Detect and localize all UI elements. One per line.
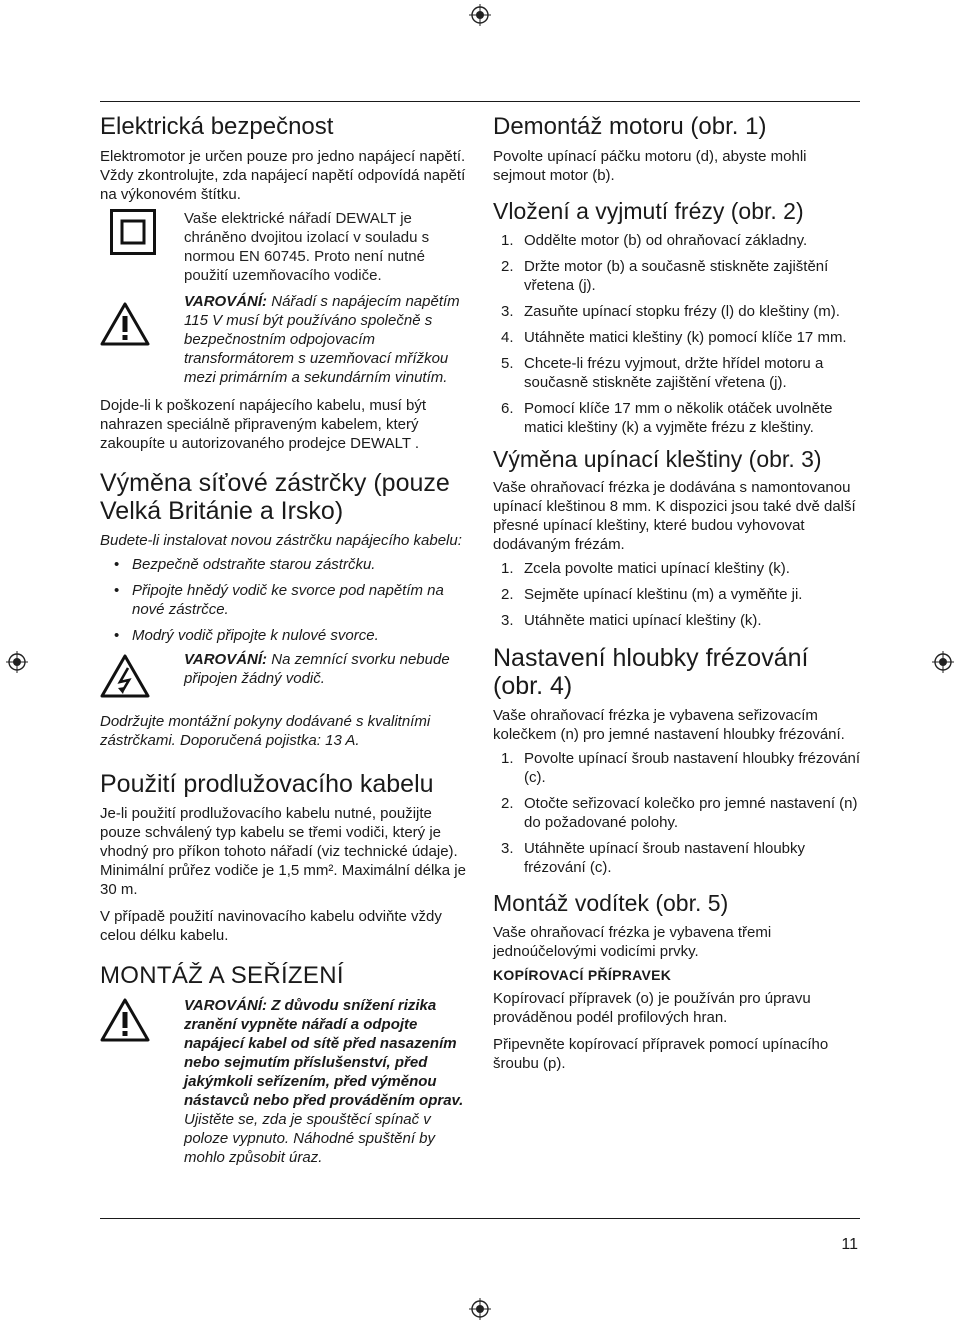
assembly-warning-block <box>100 996 470 1172</box>
collet-heading: Výměna upínací kleštiny (obr. 3) <box>493 445 822 472</box>
list-item: • Připojte hnědý vodič ke svorce pod napětím na nové zástrčce. <box>100 581 470 619</box>
list-item: • Bezpečně odstraňte starou zástrčku. <box>100 555 470 574</box>
bit-heading: Vložení a vyjmutí frézy (obr. 2) <box>493 197 804 224</box>
depth-intro: Vaše ohraňovací frézka je vybavena seřizovacím kolečkem (n) pro jemné nastavení hloubky frézování. <box>493 707 845 744</box>
double-insulation-icon <box>100 209 184 255</box>
warning-triangle-icon <box>100 292 184 346</box>
list-item: • Modrý vodič připojte k nulové svorce. <box>100 626 470 645</box>
plug-note: Dodržujte montážní pokyny dodávané s kvalitními zástrčkami. Doporučená pojistka: 13 A. <box>100 712 431 749</box>
extension-heading: Použití prodlužovacího kabelu <box>100 769 434 798</box>
bit-steps <box>493 231 863 437</box>
guides-heading: Montáž vodítek (obr. 5) <box>493 890 729 917</box>
plug-warning-block <box>100 650 470 698</box>
plug-bullets <box>100 555 470 645</box>
list-item: 1. Oddělte motor (b) od ohraňovací základny. <box>501 231 808 249</box>
collet-steps <box>493 559 863 630</box>
list-item: 2. Sejměte upínací kleštinu (m) a vyměňte ji. <box>501 586 803 604</box>
list-item: 5. Chcete-li frézu vyjmout, držte hřídel motoru a současně stiskněte zajištění vřetena (j). <box>501 354 824 391</box>
left-column <box>100 114 470 1172</box>
page-number: 11 <box>841 1236 858 1253</box>
copy-jig-text: Kopírovací přípravek (o) je používán pro úpravu prováděnou podél profilových hran. <box>493 990 811 1027</box>
bottom-rule <box>100 1218 860 1219</box>
double-insulation-text: Vaše elektrické nářadí DEWALT je chráněno dvojitou izolací v souladu s normou EN 60745. Proto není nutné použití uzemňovacího vodiče. <box>184 209 430 284</box>
electric-intro: Elektromotor je určen pouze pro jedno napájecí napětí. Vždy zkontrolujte, zda napájecí napětí odpovídá napětí na výkonovém štítku. <box>100 147 466 203</box>
assembly-heading: MONTÁŽ A SEŘÍZENÍ <box>100 961 344 989</box>
electric-shock-warning-icon <box>100 650 184 698</box>
registration-mark-top-icon <box>469 4 491 26</box>
registration-mark-left-icon <box>6 651 28 673</box>
warning-115v-block <box>100 292 470 392</box>
depth-heading: Nastavení hloubky frézování (obr. 4) <box>493 644 809 701</box>
list-item: 1. Povolte upínací šroub nastavení hloubky frézování (c). <box>501 750 861 787</box>
list-item: 2. Držte motor (b) a současně stiskněte zajištění vřetena (j). <box>501 257 829 294</box>
plug-heading: Výměna síťové zástrčky (pouze Velká Británie a Irsko) <box>100 468 450 525</box>
list-item: 2. Otočte seřizovací kolečko pro jemné nastavení (n) do požadované polohy. <box>501 795 858 832</box>
plug-warning-text: VAROVÁNÍ: Na zemnící svorku nebude připojen žádný vodič. <box>184 650 450 687</box>
list-item: 1. Zcela povolte matici upínací kleštiny (k). <box>501 560 790 578</box>
motor-removal-heading: Demontáž motoru (obr. 1) <box>493 113 767 140</box>
extension-text-1: Je-li použití prodlužovacího kabelu nutné, použijte pouze schválený typ kabelu se třemi vodiči, který je vhodný pro příkon tohoto nářadí (viz technické údaje). Minimální průřez vodiče je 1,5 mm². Maximální délka je 30 m. <box>100 804 466 898</box>
depth-steps <box>493 749 863 877</box>
extension-text-2: V případě použití navinovacího kabelu odviňte vždy celou délku kabelu. <box>100 907 442 944</box>
list-item: 6. Pomocí klíče 17 mm o několik otáček uvolněte matici kleštiny (k) a vyjměte frézu z kleštiny. <box>501 399 833 436</box>
right-column <box>493 114 863 1078</box>
copy-jig-subheading: KOPÍROVACÍ PŘÍPRAVEK <box>493 967 672 984</box>
list-item: 3. Utáhněte matici upínací kleštiny (k). <box>501 612 762 630</box>
list-item: 4. Utáhněte matici kleštiny (k) pomocí klíče 17 mm. <box>501 328 847 346</box>
double-insulation-block <box>100 209 470 290</box>
top-rule <box>100 101 860 102</box>
registration-mark-bottom-icon <box>469 1298 491 1320</box>
motor-removal-text: Povolte upínací páčku motoru (d), abyste mohli sejmout motor (b). <box>493 147 807 184</box>
list-item: 3. Utáhněte upínací šroub nastavení hloubky frézování (c). <box>501 840 806 877</box>
assembly-warning-text: Ujistěte se, zda je spouštěcí spínač v poloze vypnuto. Náhodné spuštění by mohlo způsobit úraz. <box>184 1110 436 1166</box>
registration-mark-right-icon <box>932 651 954 673</box>
guides-intro: Vaše ohraňovací frézka je vybavena třemi jednoúčelovými vodicími prvky. <box>493 924 772 961</box>
collet-intro: Vaše ohraňovací frézka je dodávána s namontovanou upínací kleštinou 8 mm. K dispozici jsou také dvě další přesné upínací kleštiny, které budou vyhovovat dodávaným frézám. <box>493 479 856 554</box>
copy-jig-mount-text: Připevněte kopírovací přípravek pomocí upínacího šroubu (p). <box>493 1036 829 1073</box>
assembly-warning-bold: VAROVÁNÍ: Z důvodu snížení rizika zranění vypněte nářadí a odpojte napájecí kabel od sítě před nasazením nebo sejmutím příslušenství, před jakýmkoli seřízením, před výměnou nástavců nebo před prováděním oprav. <box>184 996 464 1109</box>
plug-intro: Budete-li instalovat novou zástrčku napájecího kabelu: <box>100 531 462 549</box>
warning-triangle-icon <box>100 996 184 1042</box>
warning-115v-text: VAROVÁNÍ: Nářadí s napájecím napětím 115 V musí být používáno společně s bezpečnostním odpojovacím transformátorem s uzemňovací mřížkou mezi primárním a sekundárním vinutím. <box>184 292 460 386</box>
electric-safety-heading: Elektrická bezpečnost <box>100 113 334 140</box>
list-item: 3. Zasuňte upínací stopku frézy (l) do kleštiny (m). <box>501 302 840 320</box>
damaged-cable-text: Dojde-li k poškození napájecího kabelu, musí být nahrazen speciálně připraveným kabelem, který zakoupíte u autorizovaného prodejce DEWALT . <box>100 396 427 452</box>
